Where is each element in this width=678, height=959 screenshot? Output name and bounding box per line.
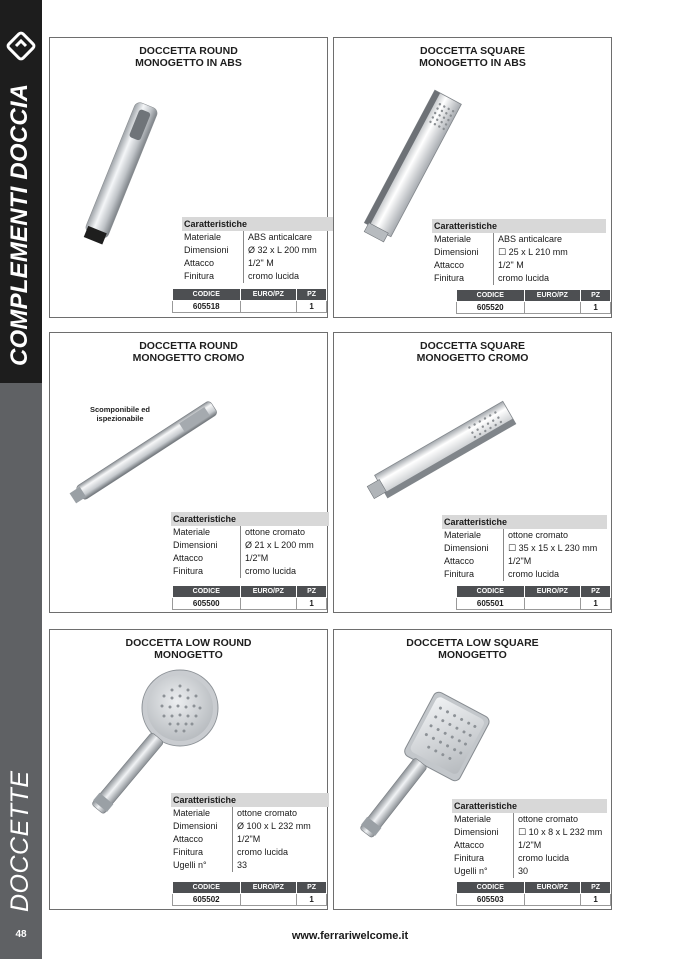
product-photo <box>360 389 524 523</box>
col-qty: PZ <box>297 586 327 598</box>
product-code: 605502 <box>173 894 241 906</box>
spec-row: Ugelli n° 33 <box>173 860 248 870</box>
table-row <box>457 894 611 906</box>
specs-header: Caratteristiche <box>171 512 329 526</box>
col-qty: PZ <box>297 882 327 894</box>
specs-table <box>432 219 606 285</box>
product-price <box>240 598 297 610</box>
table-row <box>173 894 327 906</box>
product-photo <box>68 94 172 254</box>
product-title: DOCCETTA LOW ROUND MONOGETTO <box>125 637 252 661</box>
specs-table <box>452 799 607 878</box>
product-price <box>524 894 581 906</box>
spec-row: Finitura cromo lucida <box>173 847 289 857</box>
col-price: EURO/PZ <box>240 586 297 598</box>
sidebar <box>0 0 42 959</box>
spec-row: Attacco 1/2" M <box>184 258 274 268</box>
product-title: DOCCETTA LOW SQUARE MONOGETTO <box>406 637 539 661</box>
col-code: CODICE <box>457 882 525 894</box>
spec-row: Attacco 1/2"M <box>454 840 542 850</box>
product-card-605501 <box>333 332 612 613</box>
product-code: 605500 <box>173 598 241 610</box>
product-qty: 1 <box>297 894 327 906</box>
code-table <box>456 881 611 906</box>
product-price <box>524 302 581 314</box>
code-table <box>172 881 327 906</box>
specs-table <box>171 793 329 872</box>
product-card-605520 <box>333 37 612 318</box>
spec-row: Dimensioni Ø 32 x L 200 mm <box>184 245 317 255</box>
spec-row: Materiale ottone cromato <box>173 808 298 818</box>
col-price: EURO/PZ <box>240 289 297 301</box>
product-price <box>240 301 297 313</box>
table-row <box>173 598 327 610</box>
spec-row: Finitura cromo lucida <box>173 566 297 576</box>
col-price: EURO/PZ <box>524 882 581 894</box>
product-code: 605520 <box>457 302 525 314</box>
spec-row: Materiale ottone cromato <box>454 814 579 824</box>
spec-row: Dimensioni Ø 100 x L 232 mm <box>173 821 311 831</box>
product-card-605500 <box>49 332 328 613</box>
code-table <box>172 585 327 610</box>
product-card-605503 <box>333 629 612 910</box>
product-card-605502 <box>49 629 328 910</box>
spec-row: Attacco 1/2"M <box>173 553 269 563</box>
col-code: CODICE <box>173 289 241 301</box>
col-qty: PZ <box>581 290 611 302</box>
spec-row: Attacco 1/2"M <box>173 834 261 844</box>
code-table <box>456 585 611 610</box>
product-title: DOCCETTA ROUND MONOGETTO CROMO <box>132 340 245 364</box>
product-qty: 1 <box>297 301 327 313</box>
spec-row: Materiale ottone cromato <box>444 530 569 540</box>
product-code: 605518 <box>173 301 241 313</box>
specs-header: Caratteristiche <box>182 217 337 231</box>
product-code: 605503 <box>457 894 525 906</box>
col-code: CODICE <box>457 586 525 598</box>
col-qty: PZ <box>581 882 611 894</box>
spec-row: Finitura cromo lucida <box>434 273 550 283</box>
col-code: CODICE <box>457 290 525 302</box>
spec-row: Dimensioni Ø 21 x L 200 mm <box>173 540 314 550</box>
col-code: CODICE <box>173 882 241 894</box>
table-row <box>457 302 611 314</box>
spec-row: Finitura cromo lucida <box>184 271 300 281</box>
spec-row: Attacco 1/2" M <box>434 260 524 270</box>
category-title: DOCCETTE <box>6 770 34 912</box>
code-table <box>456 289 611 314</box>
product-price <box>524 598 581 610</box>
spec-row: Materiale ABS anticalcare <box>184 232 313 242</box>
specs-table <box>182 217 337 283</box>
product-title: DOCCETTA SQUARE MONOGETTO CROMO <box>416 340 529 364</box>
col-price: EURO/PZ <box>524 290 581 302</box>
spec-row: Dimensioni ☐ 35 x 15 x L 230 mm <box>444 543 598 553</box>
spec-row: Ugelli n° 30 <box>454 866 529 876</box>
col-price: EURO/PZ <box>524 586 581 598</box>
code-table <box>172 288 327 313</box>
product-qty: 1 <box>581 598 611 610</box>
specs-header: Caratteristiche <box>171 793 329 807</box>
specs-header: Caratteristiche <box>452 799 607 813</box>
product-qty: 1 <box>297 598 327 610</box>
product-card-605518 <box>49 37 328 318</box>
col-qty: PZ <box>581 586 611 598</box>
section-title: COMPLEMENTI DOCCIA <box>6 83 33 366</box>
product-code: 605501 <box>457 598 525 610</box>
col-code: CODICE <box>173 586 241 598</box>
ferrari-diamond-logo-icon <box>5 30 37 62</box>
product-price <box>240 894 297 906</box>
col-price: EURO/PZ <box>240 882 297 894</box>
spec-row: Materiale ABS anticalcare <box>434 234 563 244</box>
spec-row: Attacco 1/2"M <box>444 556 532 566</box>
product-title: DOCCETTA SQUARE MONOGETTO IN ABS <box>419 45 526 69</box>
spec-row: Finitura cromo lucida <box>454 853 570 863</box>
table-row <box>173 301 327 313</box>
table-row <box>457 598 611 610</box>
specs-table <box>442 515 607 581</box>
specs-header: Caratteristiche <box>432 219 606 233</box>
spec-row: Dimensioni ☐ 25 x L 210 mm <box>434 247 568 257</box>
product-qty: 1 <box>581 894 611 906</box>
product-qty: 1 <box>581 302 611 314</box>
specs-table <box>171 512 329 578</box>
specs-header: Caratteristiche <box>442 515 607 529</box>
product-title: DOCCETTA ROUND MONOGETTO IN ABS <box>135 45 242 69</box>
spec-row: Materiale ottone cromato <box>173 527 306 537</box>
product-note: Scomponibile ed ispezionabile <box>89 405 150 423</box>
col-qty: PZ <box>297 289 327 301</box>
spec-row: Dimensioni ☐ 10 x 8 x L 232 mm <box>454 827 603 837</box>
footer-website-link[interactable]: www.ferrariwelcome.it <box>291 930 409 942</box>
page-number: 48 <box>15 929 27 940</box>
spec-row: Finitura cromo lucida <box>444 569 560 579</box>
